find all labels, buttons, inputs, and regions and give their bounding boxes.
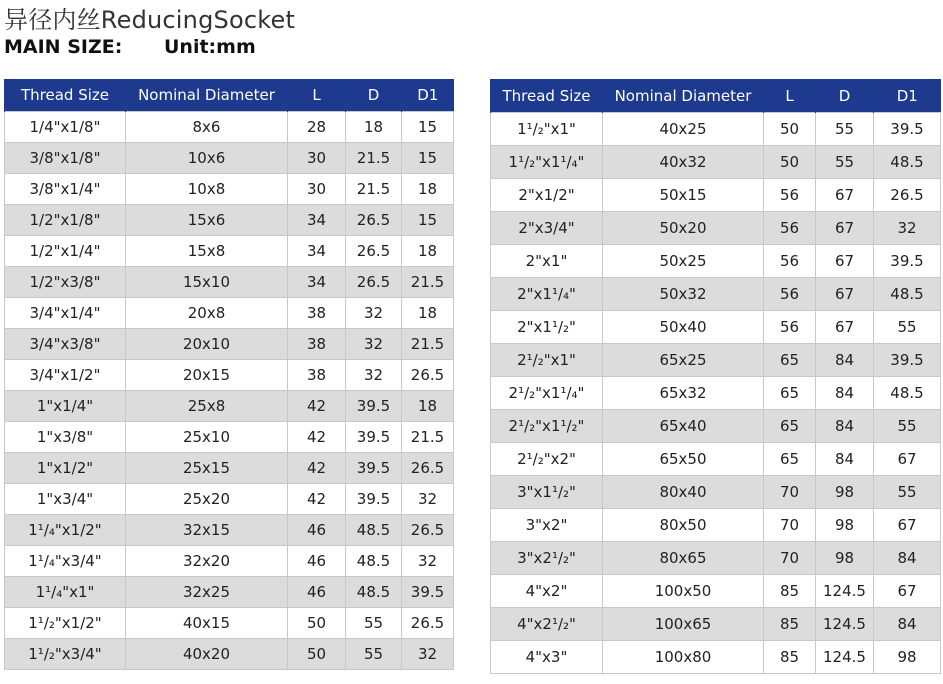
cell-l: 38 xyxy=(288,360,346,391)
cell-d1: 67 xyxy=(874,509,941,542)
cell-thread-size: 1¹/₄"x1/2" xyxy=(5,515,126,546)
cell-thread-size: 3"x2" xyxy=(491,509,603,542)
cell-thread-size: 1¹/₄"x1" xyxy=(5,577,126,608)
cell-l: 85 xyxy=(764,608,816,641)
cell-l: 34 xyxy=(288,267,346,298)
cell-thread-size: 1"x3/4" xyxy=(5,484,126,515)
header-l: L xyxy=(288,79,346,112)
cell-l: 56 xyxy=(764,311,816,344)
cell-l: 38 xyxy=(288,298,346,329)
page-title: 异径内丝ReducingSocket xyxy=(4,6,296,34)
table-row xyxy=(5,608,454,639)
cell-l: 56 xyxy=(764,245,816,278)
cell-d1: 18 xyxy=(402,298,454,329)
cell-thread-size: 2¹/₂"x2" xyxy=(491,443,603,476)
cell-d1: 26.5 xyxy=(402,360,454,391)
cell-d: 26.5 xyxy=(346,236,402,267)
cell-thread-size: 2¹/₂"x1" xyxy=(491,344,603,377)
cell-thread-size: 1¹/₂"x3/4" xyxy=(5,639,126,670)
header-d: D xyxy=(816,79,874,113)
table-row xyxy=(5,143,454,174)
cell-d1: 15 xyxy=(402,205,454,236)
cell-thread-size: 3/4"x1/4" xyxy=(5,298,126,329)
cell-l: 50 xyxy=(288,639,346,670)
cell-nominal-diameter: 65x40 xyxy=(603,410,764,443)
cell-thread-size: 3"x2¹/₂" xyxy=(491,542,603,575)
cell-thread-size: 1/4"x1/8" xyxy=(5,112,126,143)
cell-thread-size: 2¹/₂"x1¹/₂" xyxy=(491,410,603,443)
table-row xyxy=(5,112,454,143)
cell-d: 124.5 xyxy=(816,575,874,608)
cell-d1: 18 xyxy=(402,174,454,205)
cell-d: 32 xyxy=(346,329,402,360)
cell-l: 85 xyxy=(764,575,816,608)
table-row xyxy=(5,577,454,608)
cell-nominal-diameter: 15x10 xyxy=(126,267,288,298)
cell-thread-size: 2"x1¹/₂" xyxy=(491,311,603,344)
cell-d1: 67 xyxy=(874,443,941,476)
cell-l: 46 xyxy=(288,577,346,608)
cell-nominal-diameter: 20x15 xyxy=(126,360,288,391)
cell-d1: 55 xyxy=(874,476,941,509)
cell-l: 56 xyxy=(764,179,816,212)
header-nominal-diameter: Nominal Diameter xyxy=(603,79,764,113)
cell-d1: 21.5 xyxy=(402,329,454,360)
cell-d: 55 xyxy=(346,608,402,639)
table-row xyxy=(5,174,454,205)
cell-thread-size: 1/2"x1/8" xyxy=(5,205,126,236)
cell-d: 18 xyxy=(346,112,402,143)
header-d: D xyxy=(346,79,402,112)
cell-nominal-diameter: 80x65 xyxy=(603,542,764,575)
cell-thread-size: 2"x1" xyxy=(491,245,603,278)
header-nominal-diameter: Nominal Diameter xyxy=(126,79,288,112)
table-row xyxy=(5,236,454,267)
cell-d: 32 xyxy=(346,360,402,391)
cell-nominal-diameter: 50x32 xyxy=(603,278,764,311)
table-row xyxy=(5,329,454,360)
cell-d1: 32 xyxy=(874,212,941,245)
cell-thread-size: 3/8"x1/8" xyxy=(5,143,126,174)
cell-nominal-diameter: 25x20 xyxy=(126,484,288,515)
cell-l: 42 xyxy=(288,453,346,484)
cell-nominal-diameter: 15x6 xyxy=(126,205,288,236)
cell-d1: 21.5 xyxy=(402,267,454,298)
table-header-row xyxy=(5,79,454,112)
cell-d: 124.5 xyxy=(816,641,874,674)
cell-d1: 84 xyxy=(874,608,941,641)
table-row xyxy=(491,113,941,146)
cell-d: 84 xyxy=(816,377,874,410)
cell-nominal-diameter: 20x10 xyxy=(126,329,288,360)
table-row xyxy=(5,639,454,670)
cell-d: 67 xyxy=(816,179,874,212)
table-row xyxy=(491,641,941,674)
cell-nominal-diameter: 50x15 xyxy=(603,179,764,212)
cell-nominal-diameter: 65x50 xyxy=(603,443,764,476)
cell-nominal-diameter: 10x8 xyxy=(126,174,288,205)
table-row xyxy=(491,542,941,575)
cell-thread-size: 2"x3/4" xyxy=(491,212,603,245)
cell-d1: 67 xyxy=(874,575,941,608)
cell-d1: 26.5 xyxy=(402,608,454,639)
cell-d1: 26.5 xyxy=(402,515,454,546)
cell-d: 124.5 xyxy=(816,608,874,641)
table-row xyxy=(491,575,941,608)
table-row xyxy=(491,377,941,410)
table-row xyxy=(491,212,941,245)
cell-d: 48.5 xyxy=(346,515,402,546)
cell-l: 42 xyxy=(288,484,346,515)
header-d1: D1 xyxy=(402,79,454,112)
cell-thread-size: 4"x2¹/₂" xyxy=(491,608,603,641)
table-row xyxy=(491,278,941,311)
cell-nominal-diameter: 100x50 xyxy=(603,575,764,608)
cell-nominal-diameter: 25x10 xyxy=(126,422,288,453)
cell-d: 55 xyxy=(346,639,402,670)
cell-d: 98 xyxy=(816,542,874,575)
cell-thread-size: 2¹/₂"x1¹/₄" xyxy=(491,377,603,410)
cell-nominal-diameter: 15x8 xyxy=(126,236,288,267)
cell-d1: 48.5 xyxy=(874,377,941,410)
cell-l: 38 xyxy=(288,329,346,360)
table-row xyxy=(491,476,941,509)
cell-d: 21.5 xyxy=(346,174,402,205)
cell-nominal-diameter: 32x25 xyxy=(126,577,288,608)
cell-thread-size: 1¹/₂"x1¹/₄" xyxy=(491,146,603,179)
cell-d: 48.5 xyxy=(346,577,402,608)
cell-l: 56 xyxy=(764,212,816,245)
main-size-label: MAIN SIZE: xyxy=(4,36,123,58)
cell-d1: 18 xyxy=(402,236,454,267)
cell-l: 46 xyxy=(288,546,346,577)
cell-nominal-diameter: 100x65 xyxy=(603,608,764,641)
table-row xyxy=(491,608,941,641)
cell-l: 65 xyxy=(764,377,816,410)
size-info xyxy=(4,36,256,58)
cell-d1: 26.5 xyxy=(402,453,454,484)
cell-thread-size: 2"x1¹/₄" xyxy=(491,278,603,311)
cell-d: 84 xyxy=(816,344,874,377)
cell-nominal-diameter: 80x50 xyxy=(603,509,764,542)
header-l: L xyxy=(764,79,816,113)
table-row xyxy=(491,410,941,443)
cell-nominal-diameter: 100x80 xyxy=(603,641,764,674)
table-row xyxy=(5,267,454,298)
cell-l: 50 xyxy=(764,146,816,179)
cell-nominal-diameter: 40x15 xyxy=(126,608,288,639)
cell-nominal-diameter: 32x20 xyxy=(126,546,288,577)
cell-d: 32 xyxy=(346,298,402,329)
cell-d: 39.5 xyxy=(346,453,402,484)
header-thread-size: Thread Size xyxy=(491,79,603,113)
cell-thread-size: 4"x3" xyxy=(491,641,603,674)
table-row xyxy=(491,146,941,179)
cell-nominal-diameter: 50x20 xyxy=(603,212,764,245)
cell-nominal-diameter: 65x25 xyxy=(603,344,764,377)
table-row xyxy=(491,443,941,476)
cell-d: 55 xyxy=(816,146,874,179)
cell-d: 48.5 xyxy=(346,546,402,577)
cell-thread-size: 1"x3/8" xyxy=(5,422,126,453)
unit-label: Unit:mm xyxy=(164,36,256,58)
cell-l: 70 xyxy=(764,542,816,575)
cell-l: 85 xyxy=(764,641,816,674)
cell-d: 67 xyxy=(816,311,874,344)
spec-table-right xyxy=(490,79,941,674)
cell-d: 67 xyxy=(816,245,874,278)
cell-thread-size: 1/2"x1/4" xyxy=(5,236,126,267)
cell-nominal-diameter: 40x32 xyxy=(603,146,764,179)
table-row xyxy=(5,360,454,391)
cell-d1: 98 xyxy=(874,641,941,674)
table-row xyxy=(5,391,454,422)
cell-nominal-diameter: 32x15 xyxy=(126,515,288,546)
cell-d1: 39.5 xyxy=(402,577,454,608)
table-row xyxy=(491,245,941,278)
header-d1: D1 xyxy=(874,79,941,113)
cell-thread-size: 2"x1/2" xyxy=(491,179,603,212)
cell-thread-size: 1"x1/4" xyxy=(5,391,126,422)
cell-d1: 48.5 xyxy=(874,146,941,179)
cell-nominal-diameter: 40x25 xyxy=(603,113,764,146)
cell-d1: 32 xyxy=(402,639,454,670)
header-thread-size: Thread Size xyxy=(5,79,126,112)
cell-l: 70 xyxy=(764,509,816,542)
cell-d1: 26.5 xyxy=(874,179,941,212)
cell-d1: 21.5 xyxy=(402,422,454,453)
cell-l: 34 xyxy=(288,205,346,236)
cell-l: 56 xyxy=(764,278,816,311)
cell-nominal-diameter: 65x32 xyxy=(603,377,764,410)
cell-d: 39.5 xyxy=(346,484,402,515)
cell-thread-size: 3/4"x1/2" xyxy=(5,360,126,391)
table-row xyxy=(5,515,454,546)
cell-d: 55 xyxy=(816,113,874,146)
cell-l: 42 xyxy=(288,391,346,422)
cell-d: 26.5 xyxy=(346,267,402,298)
cell-d: 84 xyxy=(816,443,874,476)
cell-d: 98 xyxy=(816,476,874,509)
cell-d1: 15 xyxy=(402,143,454,174)
cell-d1: 55 xyxy=(874,410,941,443)
table-header-row xyxy=(491,79,941,113)
cell-d: 84 xyxy=(816,410,874,443)
cell-thread-size: 3"x1¹/₂" xyxy=(491,476,603,509)
cell-d1: 84 xyxy=(874,542,941,575)
cell-l: 65 xyxy=(764,410,816,443)
table-row xyxy=(5,484,454,515)
cell-l: 50 xyxy=(764,113,816,146)
cell-l: 34 xyxy=(288,236,346,267)
table-row xyxy=(491,179,941,212)
cell-l: 46 xyxy=(288,515,346,546)
table-row xyxy=(5,453,454,484)
cell-d: 98 xyxy=(816,509,874,542)
cell-nominal-diameter: 25x15 xyxy=(126,453,288,484)
cell-thread-size: 3/8"x1/4" xyxy=(5,174,126,205)
cell-d1: 18 xyxy=(402,391,454,422)
cell-thread-size: 1/2"x3/8" xyxy=(5,267,126,298)
cell-l: 30 xyxy=(288,143,346,174)
cell-d1: 32 xyxy=(402,484,454,515)
cell-d1: 48.5 xyxy=(874,278,941,311)
cell-l: 30 xyxy=(288,174,346,205)
cell-l: 65 xyxy=(764,443,816,476)
table-row xyxy=(5,298,454,329)
spec-table-left xyxy=(4,79,454,670)
cell-d: 39.5 xyxy=(346,391,402,422)
cell-d1: 55 xyxy=(874,311,941,344)
cell-d: 21.5 xyxy=(346,143,402,174)
table-row xyxy=(5,546,454,577)
cell-d1: 39.5 xyxy=(874,245,941,278)
cell-d: 67 xyxy=(816,212,874,245)
cell-nominal-diameter: 8x6 xyxy=(126,112,288,143)
table-row xyxy=(491,311,941,344)
cell-nominal-diameter: 20x8 xyxy=(126,298,288,329)
cell-d1: 15 xyxy=(402,112,454,143)
cell-nominal-diameter: 50x25 xyxy=(603,245,764,278)
cell-l: 50 xyxy=(288,608,346,639)
cell-d1: 39.5 xyxy=(874,113,941,146)
cell-d1: 39.5 xyxy=(874,344,941,377)
table-row xyxy=(491,509,941,542)
cell-d: 26.5 xyxy=(346,205,402,236)
cell-d1: 32 xyxy=(402,546,454,577)
cell-thread-size: 1"x1/2" xyxy=(5,453,126,484)
table-row xyxy=(491,344,941,377)
cell-l: 28 xyxy=(288,112,346,143)
cell-d: 39.5 xyxy=(346,422,402,453)
cell-thread-size: 4"x2" xyxy=(491,575,603,608)
table-row xyxy=(5,205,454,236)
cell-thread-size: 1¹/₂"x1" xyxy=(491,113,603,146)
cell-l: 70 xyxy=(764,476,816,509)
cell-nominal-diameter: 25x8 xyxy=(126,391,288,422)
cell-thread-size: 3/4"x3/8" xyxy=(5,329,126,360)
table-row xyxy=(5,422,454,453)
cell-l: 65 xyxy=(764,344,816,377)
cell-thread-size: 1¹/₄"x3/4" xyxy=(5,546,126,577)
cell-nominal-diameter: 10x6 xyxy=(126,143,288,174)
cell-thread-size: 1¹/₂"x1/2" xyxy=(5,608,126,639)
cell-nominal-diameter: 40x20 xyxy=(126,639,288,670)
cell-l: 42 xyxy=(288,422,346,453)
cell-nominal-diameter: 50x40 xyxy=(603,311,764,344)
cell-nominal-diameter: 80x40 xyxy=(603,476,764,509)
cell-d: 67 xyxy=(816,278,874,311)
